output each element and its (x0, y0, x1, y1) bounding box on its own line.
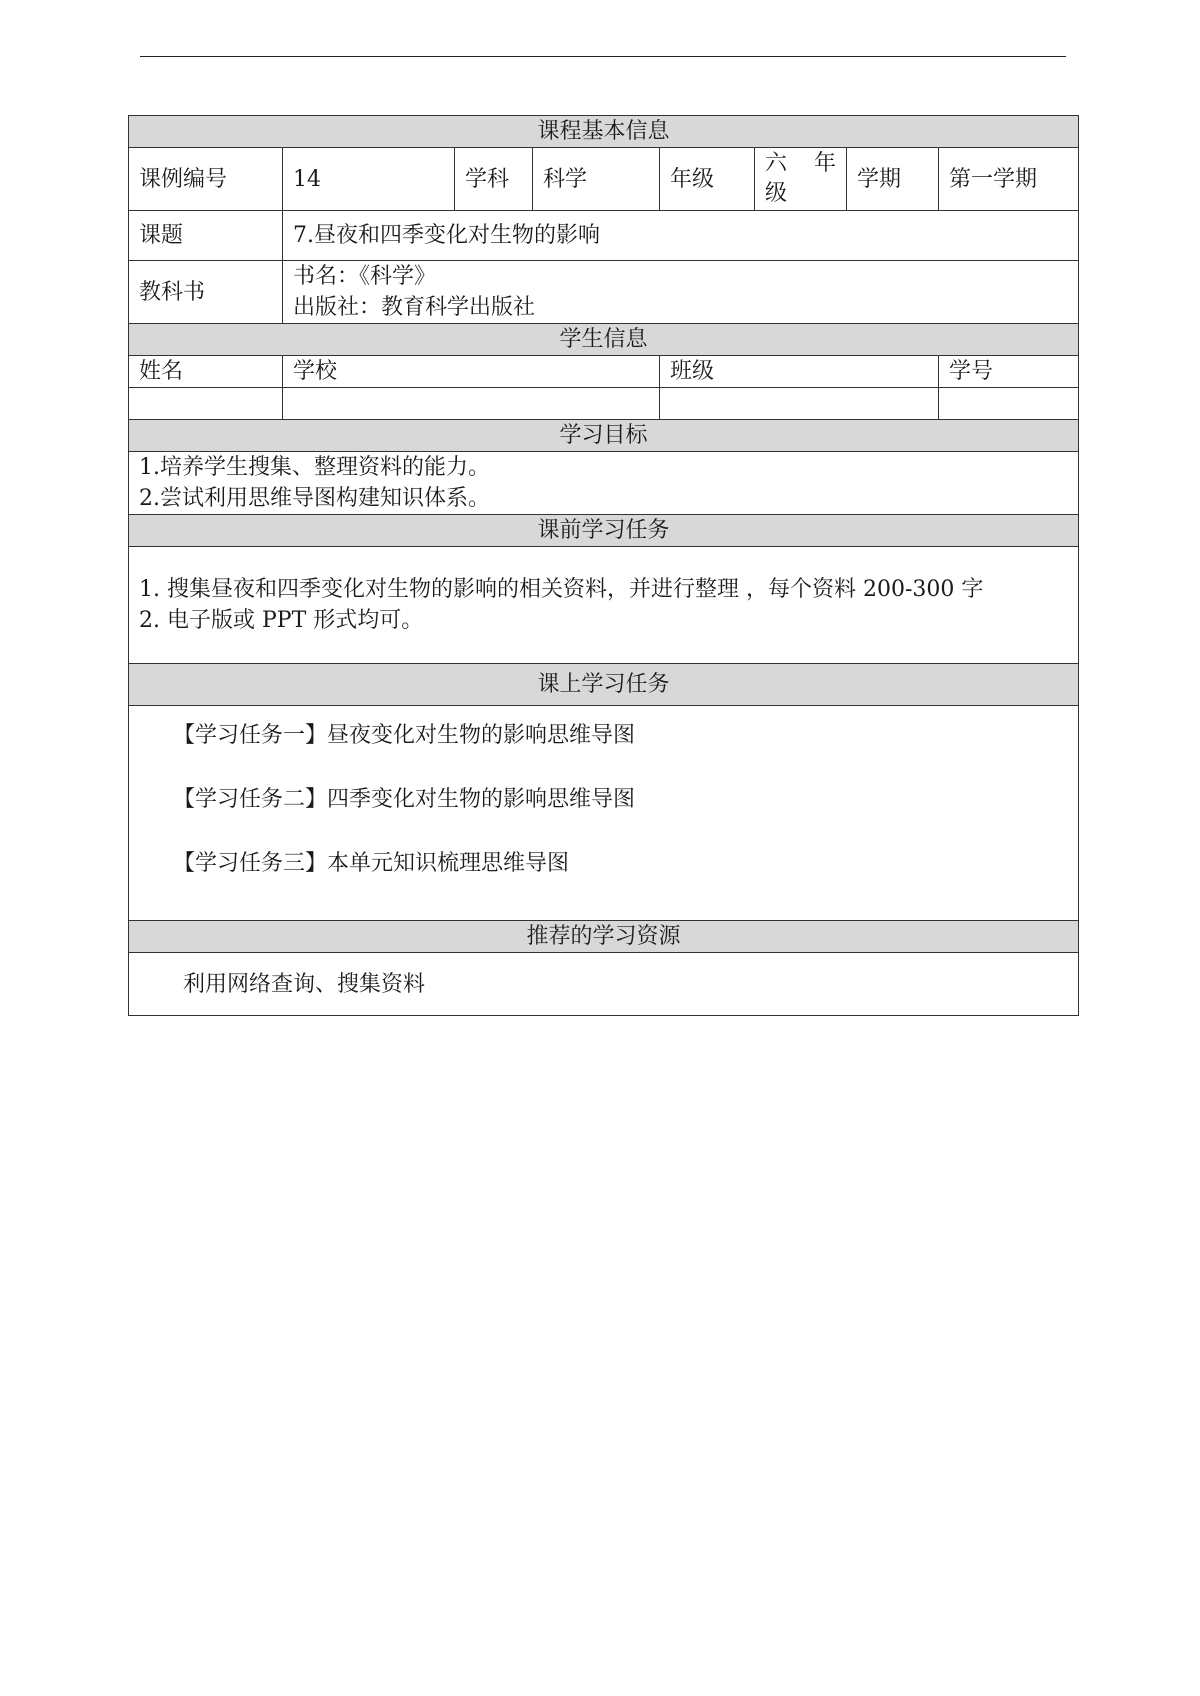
textbook-value (283, 261, 1079, 324)
class-task-item: 【学习任务二】四季变化对生物的影响思维导图 (173, 787, 636, 812)
course-header: 课程基本信息 (129, 116, 1079, 148)
resources-cell (129, 953, 1079, 1016)
subject-label: 学科 (455, 148, 533, 211)
class-tasks-row (129, 706, 1079, 921)
student-class-field[interactable] (660, 388, 939, 420)
student-school-field[interactable] (283, 388, 660, 420)
goals-row (129, 452, 1079, 515)
student-value-row (129, 388, 1079, 420)
grade-value (755, 148, 847, 211)
resources-header-row (129, 921, 1079, 953)
term-label: 学期 (847, 148, 939, 211)
resources-header: 推荐的学习资源 (129, 921, 1079, 953)
subject-value: 科学 (533, 148, 660, 211)
header-rule (140, 56, 1066, 57)
class-tasks-list (129, 706, 1079, 921)
case-no-label: 课例编号 (129, 148, 283, 211)
class-task-item: 【学习任务一】昼夜变化对生物的影响思维导图 (173, 723, 636, 748)
pre-task-item: 2. 电子版或 PPT 形式均可。 (139, 608, 424, 633)
student-name-field[interactable] (129, 388, 283, 420)
goal-item: 2.尝试利用思维导图构建知识体系。 (139, 486, 490, 511)
grade-value-part3: 级 (765, 181, 788, 206)
class-tasks-header: 课上学习任务 (129, 664, 1079, 706)
goals-list (129, 452, 1079, 515)
textbook-label: 教科书 (129, 261, 283, 324)
student-header: 学生信息 (129, 324, 1079, 356)
textbook-row (129, 261, 1079, 324)
student-id-field[interactable] (939, 388, 1079, 420)
topic-label: 课题 (129, 211, 283, 261)
pre-tasks-header: 课前学习任务 (129, 515, 1079, 547)
pre-tasks-list (129, 547, 1079, 664)
course-info-table (128, 115, 1079, 1016)
student-label-row (129, 356, 1079, 388)
goals-header: 学习目标 (129, 420, 1079, 452)
student-header-row (129, 324, 1079, 356)
class-task-item: 【学习任务三】本单元知识梳理思维导图 (173, 851, 570, 876)
student-school-label: 学校 (283, 356, 660, 388)
case-no-value: 14 (283, 148, 455, 211)
grade-value-part2: 年 (813, 151, 836, 176)
pre-tasks-header-row (129, 515, 1079, 547)
term-value: 第一学期 (939, 148, 1079, 211)
course-meta-row (129, 148, 1079, 211)
topic-row (129, 211, 1079, 261)
goal-item: 1.培养学生搜集、整理资料的能力。 (139, 455, 490, 480)
pre-task-item: 1. 搜集昼夜和四季变化对生物的影响的相关资料，并进行整理 ，每个资料 200-300 字 (139, 577, 984, 602)
student-class-label: 班级 (660, 356, 939, 388)
grade-value-part1: 六 (765, 151, 788, 176)
student-id-label: 学号 (939, 356, 1079, 388)
goals-header-row (129, 420, 1079, 452)
topic-value: 7.昼夜和四季变化对生物的影响 (283, 211, 1079, 261)
course-header-row (129, 116, 1079, 148)
pre-tasks-row (129, 547, 1079, 664)
resources-text: 利用网络查询、搜集资料 (183, 971, 426, 997)
resources-row (129, 953, 1079, 1016)
student-name-label: 姓名 (129, 356, 283, 388)
class-tasks-header-row (129, 664, 1079, 706)
grade-label: 年级 (660, 148, 755, 211)
textbook-name: 书名：《科学》 (293, 264, 437, 289)
textbook-publisher: 出版社：教育科学出版社 (293, 295, 536, 320)
